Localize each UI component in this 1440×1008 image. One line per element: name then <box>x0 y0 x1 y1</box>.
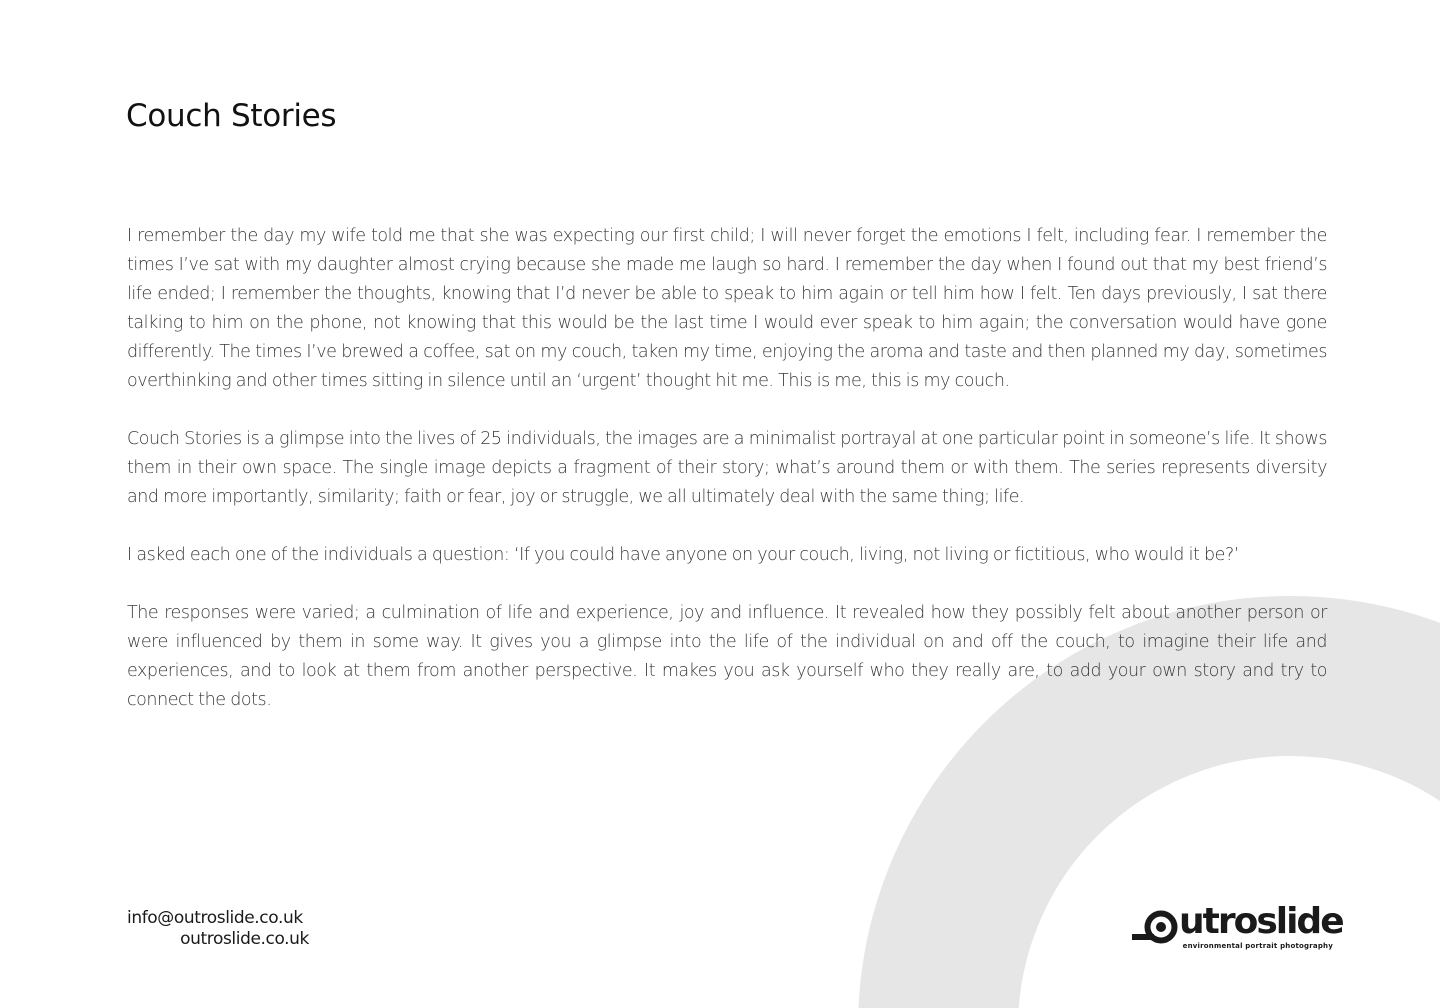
paragraph-responses: The responses were varied; a culmination of life and experience, joy and influence. It revealed how they possibly felt about another person or were influenced by them in some way. It gives you a glimpse into the life of the individual on and off the couch, to imagine their life and experiences, and to look at them from another perspective. It makes you ask yourself who they really are, to add your own story and try to connect the dots. <box>127 603 1327 710</box>
paragraph-question: I asked each one of the individuals a question: ‘If you could have anyone on your couch, living, not living or fictitious, who would it be?’ <box>127 545 1239 565</box>
contact-email: info@outroslide.co.uk <box>127 908 303 928</box>
contact-website: outroslide.co.uk <box>180 929 309 949</box>
footer-contact <box>127 908 309 950</box>
paragraph-series-description: Couch Stories is a glimpse into the lives of 25 individuals, the images are a minimalist portrayal at one particular point in someone’s life. It shows them in their own space. The single image depicts a fragment of their story; what’s around them or with them. The series represents diversity and more importantly, similarity; faith or fear, joy or struggle, we all ultimately deal with the same thing; life. <box>127 429 1327 507</box>
camera-lens-o-icon <box>1131 910 1183 944</box>
logo-wordmark: utroslide <box>1179 901 1343 942</box>
page-title: Couch Stories <box>126 98 337 134</box>
body-text <box>127 222 1327 744</box>
paragraph-memories: I remember the day my wife told me that she was expecting our first child; I will never forget the emotions I felt, including fear. I remember the times I’ve sat with my daughter almost crying because she made me laugh so hard. I remember the day when I found out that my best friend’s life ended; I remember the thoughts, knowing that I’d never be able to speak to him again or tell him how I felt. Ten days previously, I sat there talking to him on the phone, not knowing that this would be the last time I would ever speak to him again; the conversation would have gone differently. The times I’ve brewed a coffee, sat on my couch, taken my time, enjoying the aroma and taste and then planned my day, sometimes overthinking and other times sitting in silence until an ‘urgent’ thought hit me. This is me, this is my couch. <box>127 226 1327 391</box>
outroslide-logo <box>1131 901 1343 952</box>
logo-tagline: environmental portrait photography <box>1182 942 1333 950</box>
